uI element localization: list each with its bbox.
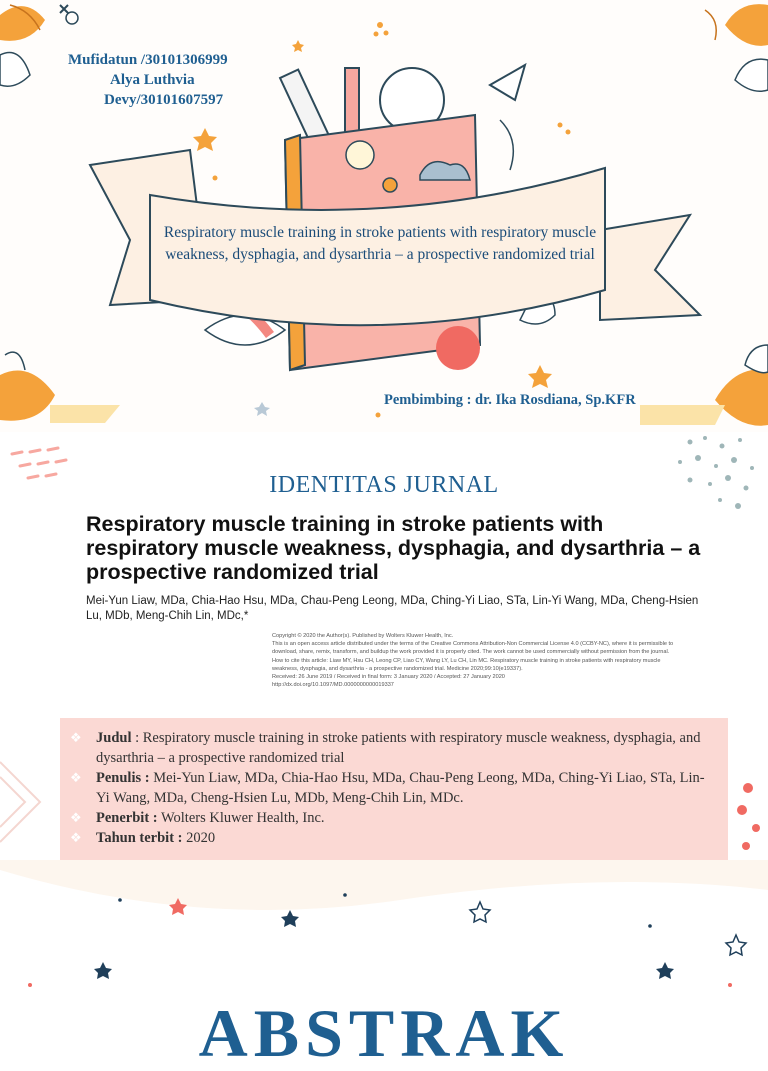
paper-title: Respiratory muscle training in stroke patients with respiratory muscle weakness, dysphagia, and dysarthria – a prospective randomized trial bbox=[86, 512, 701, 584]
list-item bbox=[70, 828, 706, 848]
bullet-icon: ❖ bbox=[70, 830, 82, 845]
meta-line: weakness, dysphagia, and dysarthria - a prospective randomized trial. Medicine 2020;99:10(e19337). bbox=[272, 665, 523, 672]
leaf-decoration-top-right bbox=[705, 4, 768, 91]
paper-metadata bbox=[272, 632, 742, 689]
leaf-decoration-top-left bbox=[0, 5, 78, 86]
item-label: Tahun terbit : bbox=[96, 830, 183, 846]
item-label: Judul bbox=[96, 730, 132, 746]
meta-line: download, share, remix, transform, and buildup the work provided it is properly cited. The work cannot be used commercially without permission from the journal. bbox=[272, 649, 670, 656]
supervisor-line: Pembimbing : dr. Ika Rosdiana, Sp.KFR bbox=[384, 392, 636, 408]
identity-slide bbox=[0, 432, 768, 860]
meta-line: This is an open access article distributed under the terms of the Creative Commons Attribution-Non Commercial License 4.0 (CCBY-NC), where it is permissible to bbox=[272, 641, 674, 648]
item-value: Mei-Yun Liaw, MDa, Chia-Hao Hsu, MDa, Chau-Peng Leong, MDa, Ching-Yi Liao, STa, Lin-Yi Wang, MDa, Cheng-Hsien Lu, MDb, Meng-Chih Lin, MDc. bbox=[96, 770, 705, 806]
meta-line: http://dx.doi.org/10.1097/MD.0000000000019337 bbox=[272, 682, 394, 689]
section-heading: IDENTITAS JURNAL bbox=[269, 472, 499, 498]
list-item bbox=[70, 728, 706, 768]
leaf-decoration-bottom-right bbox=[640, 345, 768, 426]
paper-authors: Mei-Yun Liaw, MDa, Chia-Hao Hsu, MDa, Chau-Peng Leong, MDa, Ching-Yi Liao, STa, Lin-Yi Wang, MDa, Cheng-Hsien Lu, MDb, Meng-Chih Lin, MDc,* bbox=[86, 595, 699, 622]
presentation-title: Respiratory muscle training in stroke patients with respiratory muscle weakness, dysphagia, and dysarthria – a prospective randomized trial bbox=[163, 224, 597, 263]
item-label: Penulis : bbox=[96, 770, 150, 786]
meta-line: How to cite this article: Liaw MY, Hsu CH, Leong CP, Liao CY, Wang LY, Lu CH, Lin MC. Respiratory muscle training in stroke patients with respiratory muscle bbox=[272, 657, 661, 664]
bullet-icon: ❖ bbox=[70, 770, 82, 785]
journal-identity-box bbox=[60, 718, 728, 866]
title-slide bbox=[0, 0, 768, 432]
item-value: Wolters Kluwer Health, Inc. bbox=[160, 810, 325, 826]
dot-pattern-right bbox=[737, 783, 760, 850]
item-value: 2020 bbox=[186, 830, 216, 846]
list-item bbox=[70, 808, 706, 828]
author-line: Mufidatun /30101306999 bbox=[68, 52, 228, 68]
author-line: Alya Luthvia bbox=[110, 72, 195, 88]
item-label: Penerbit : bbox=[96, 810, 158, 826]
item-separator: : bbox=[131, 730, 143, 746]
list-item bbox=[70, 768, 706, 808]
triangle-doodle-left bbox=[0, 762, 40, 842]
meta-line: Received: 26 June 2019 / Received in final form: 3 January 2020 / Accepted: 27 January 2020 bbox=[272, 674, 505, 681]
bullet-icon: ❖ bbox=[70, 810, 82, 825]
bullet-icon: ❖ bbox=[70, 730, 82, 745]
identity-list bbox=[60, 718, 728, 848]
abstract-slide bbox=[0, 860, 768, 1071]
author-line: Devy/30101607597 bbox=[104, 92, 224, 108]
abstract-heading: ABSTRAK bbox=[198, 995, 570, 1071]
item-value: Respiratory muscle training in stroke patients with respiratory muscle weakness, dysphagia, and dysarthria – a prospective randomized trial bbox=[96, 730, 701, 766]
author-list bbox=[68, 50, 228, 110]
meta-line: Copyright © 2020 the Author(s). Published by Wolters Kluwer Health, Inc. bbox=[272, 633, 454, 639]
leaf-decoration-bottom-left bbox=[0, 352, 120, 423]
